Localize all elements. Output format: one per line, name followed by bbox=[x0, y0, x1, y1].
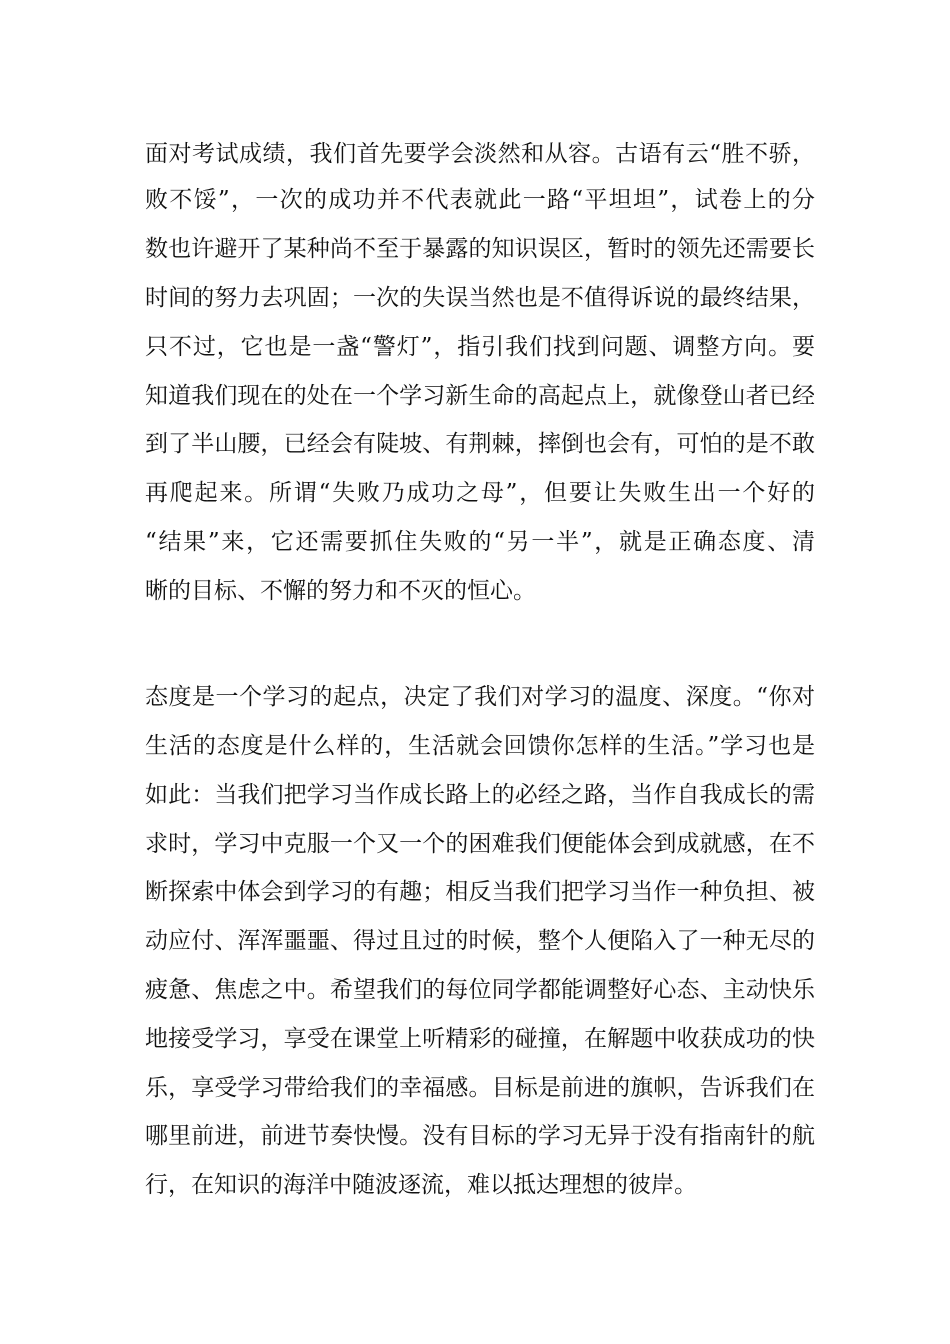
paragraph-line: 如此：当我们把学习当作成长路上的必经之路，当作自我成长的需 bbox=[145, 782, 815, 808]
paragraph-line: 行，在知识的海洋中随波逐流，难以抵达理想的彼岸。 bbox=[145, 1172, 697, 1198]
paragraph-line: 数也许避开了某种尚不至于暴露的知识误区，暂时的领先还需要长 bbox=[145, 236, 815, 262]
paragraph-line: 知道我们现在的处在一个学习新生命的高起点上，就像登山者已经 bbox=[145, 383, 815, 409]
paragraph-line: 时间的努力去巩固；一次的失误当然也是不值得诉说的最终结果， bbox=[145, 285, 815, 311]
paragraph-line: 晰的目标、不懈的努力和不灭的恒心。 bbox=[145, 578, 536, 604]
paragraph-line: 断探索中体会到学习的有趣；相反当我们把学习当作一种负担、被 bbox=[145, 879, 815, 905]
paragraph-line: 疲惫、焦虑之中。希望我们的每位同学都能调整好心态、主动快乐 bbox=[145, 977, 815, 1003]
paragraph-line: 哪里前进，前进节奏快慢。没有目标的学习无异于没有指南针的航 bbox=[145, 1123, 815, 1149]
paragraph-line: 地接受学习，享受在课堂上听精彩的碰撞，在解题中收获成功的快 bbox=[145, 1026, 815, 1052]
paragraph-line: “结果”来，它还需要抓住失败的“另一半”，就是正确态度、清 bbox=[145, 529, 815, 555]
paragraph-line: 面对考试成绩，我们首先要学会淡然和从容。古语有云“胜不骄， bbox=[145, 141, 815, 167]
paragraph-line: 求时，学习中克服一个又一个的困难我们便能体会到成就感，在不 bbox=[145, 831, 815, 857]
paragraph-line: 态度是一个学习的起点，决定了我们对学习的温度、深度。“你对 bbox=[145, 684, 815, 710]
paragraph-line: 乐，享受学习带给我们的幸福感。目标是前进的旗帜，告诉我们在 bbox=[145, 1075, 815, 1101]
paragraph-line: 只不过，它也是一盏“警灯”，指引我们找到问题、调整方向。要 bbox=[145, 334, 815, 360]
paragraph-line: 到了半山腰，已经会有陡坡、有荆棘，摔倒也会有，可怕的是不敢 bbox=[145, 431, 815, 457]
paragraph-line: 败不馁”，一次的成功并不代表就此一路“平坦坦”，试卷上的分 bbox=[145, 187, 815, 213]
paragraph-line: 生活的态度是什么样的，生活就会回馈你怎样的生活。”学习也是 bbox=[145, 733, 815, 759]
paragraph-line: 再爬起来。所谓“失败乃成功之母”，但要让失败生出一个好的 bbox=[145, 480, 815, 506]
paragraph-line: 动应付、浑浑噩噩、得过且过的时候，整个人便陷入了一种无尽的 bbox=[145, 928, 815, 954]
